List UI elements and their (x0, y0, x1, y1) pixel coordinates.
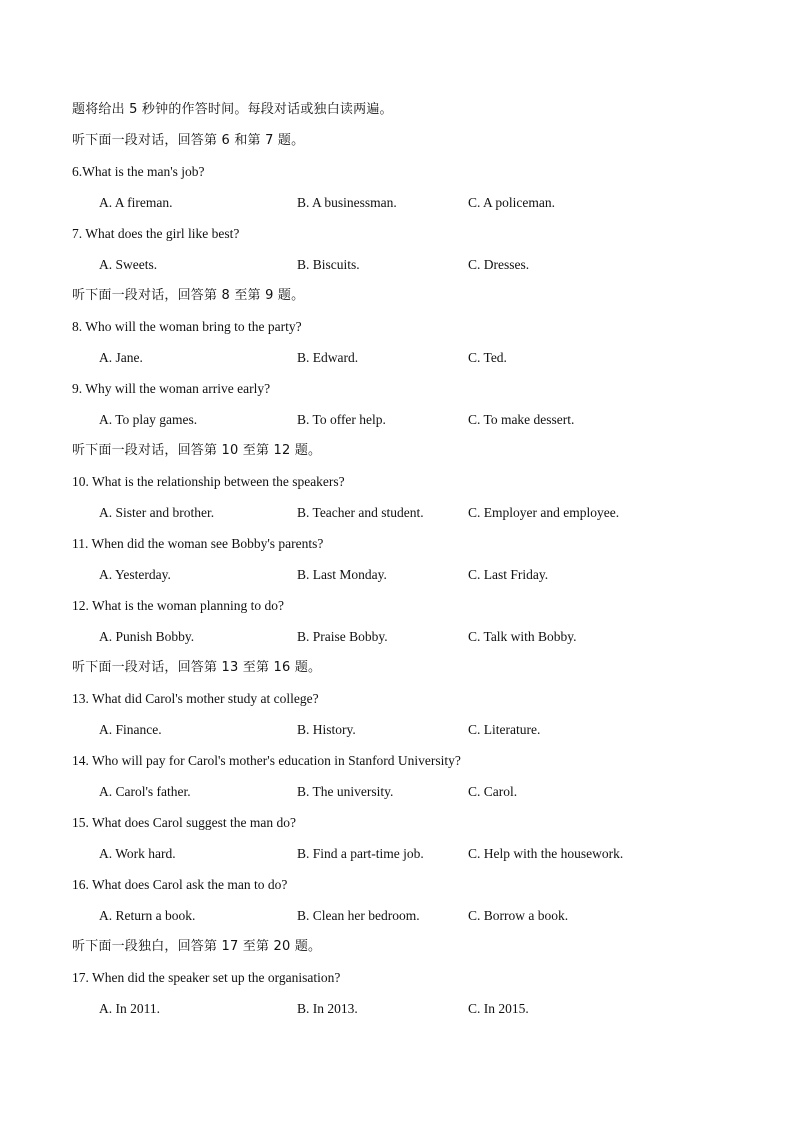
option-c[interactable]: C. A policeman. (468, 195, 555, 210)
option-row (72, 782, 732, 813)
option-b[interactable]: B. To offer help. (297, 412, 386, 427)
option-b[interactable]: B. Clean her bedroom. (297, 908, 420, 923)
option-c[interactable]: C. Employer and employee. (468, 505, 620, 520)
option-c[interactable]: C. Carol. (468, 784, 518, 799)
option-row (72, 565, 732, 596)
option-row (72, 999, 732, 1030)
option-a[interactable]: A. Finance. (99, 722, 162, 737)
option-b[interactable]: B. A businessman. (297, 195, 397, 210)
option-a[interactable]: A. Return a book. (99, 908, 196, 923)
option-row (72, 255, 732, 286)
question-stem: 13. What did Carol's mother study at college? (72, 691, 319, 706)
option-a[interactable]: A. To play games. (99, 412, 198, 427)
option-a[interactable]: A. Sister and brother. (99, 505, 215, 520)
intro-line: 题将给出 5 秒钟的作答时间。每段对话或独白读两遍。 (72, 102, 393, 117)
option-a[interactable]: A. Yesterday. (99, 567, 171, 582)
option-b[interactable]: B. Teacher and student. (297, 505, 424, 520)
section-instruction: 听下面一段对话，回答第 6 和第 7 题。 (72, 133, 305, 148)
option-row (72, 193, 732, 224)
option-a[interactable]: A. Punish Bobby. (99, 629, 195, 644)
option-c[interactable]: C. Borrow a book. (468, 908, 569, 923)
option-row (72, 720, 732, 751)
option-row (72, 348, 732, 379)
option-a[interactable]: A. Sweets. (99, 257, 158, 272)
question-stem: 15. What does Carol suggest the man do? (72, 815, 296, 830)
option-c[interactable]: C. Talk with Bobby. (468, 629, 577, 644)
option-b[interactable]: B. Edward. (297, 350, 359, 365)
option-row (72, 410, 732, 441)
option-b[interactable]: B. Praise Bobby. (297, 629, 388, 644)
option-b[interactable]: B. Find a part-time job. (297, 846, 424, 861)
option-c[interactable]: C. In 2015. (468, 1001, 529, 1016)
page-content (72, 100, 732, 1030)
option-a[interactable]: A. In 2011. (99, 1001, 160, 1016)
option-a[interactable]: A. Jane. (99, 350, 143, 365)
question-stem: 7. What does the girl like best? (72, 226, 240, 241)
option-c[interactable]: C. Dresses. (468, 257, 530, 272)
question-stem: 10. What is the relationship between the speakers? (72, 474, 345, 489)
option-a[interactable]: A. A fireman. (99, 195, 173, 210)
question-stem: 9. Why will the woman arrive early? (72, 381, 271, 396)
option-row (72, 906, 732, 937)
option-c[interactable]: C. To make dessert. (468, 412, 575, 427)
question-stem: 8. Who will the woman bring to the party? (72, 319, 302, 334)
option-b[interactable]: B. Biscuits. (297, 257, 360, 272)
question-stem: 6.What is the man's job? (72, 164, 205, 179)
option-row (72, 503, 732, 534)
option-c[interactable]: C. Last Friday. (468, 567, 549, 582)
section-instruction: 听下面一段对话，回答第 10 至第 12 题。 (72, 443, 322, 458)
section-instruction: 听下面一段对话，回答第 13 至第 16 题。 (72, 660, 322, 675)
question-stem: 12. What is the woman planning to do? (72, 598, 284, 613)
option-b[interactable]: B. In 2013. (297, 1001, 358, 1016)
option-b[interactable]: B. History. (297, 722, 356, 737)
option-c[interactable]: C. Help with the housework. (468, 846, 624, 861)
question-stem: 17. When did the speaker set up the organisation? (72, 970, 341, 985)
option-row (72, 844, 732, 875)
option-b[interactable]: B. Last Monday. (297, 567, 387, 582)
option-c[interactable]: C. Ted. (468, 350, 507, 365)
section-instruction: 听下面一段对话，回答第 8 至第 9 题。 (72, 288, 305, 303)
option-a[interactable]: A. Work hard. (99, 846, 176, 861)
question-stem: 14. Who will pay for Carol's mother's education in Stanford University? (72, 753, 461, 768)
question-stem: 11. When did the woman see Bobby's parents? (72, 536, 324, 551)
option-c[interactable]: C. Literature. (468, 722, 541, 737)
option-a[interactable]: A. Carol's father. (99, 784, 191, 799)
option-row (72, 627, 732, 658)
section-instruction: 听下面一段独白，回答第 17 至第 20 题。 (72, 939, 322, 954)
question-stem: 16. What does Carol ask the man to do? (72, 877, 288, 892)
option-b[interactable]: B. The university. (297, 784, 394, 799)
